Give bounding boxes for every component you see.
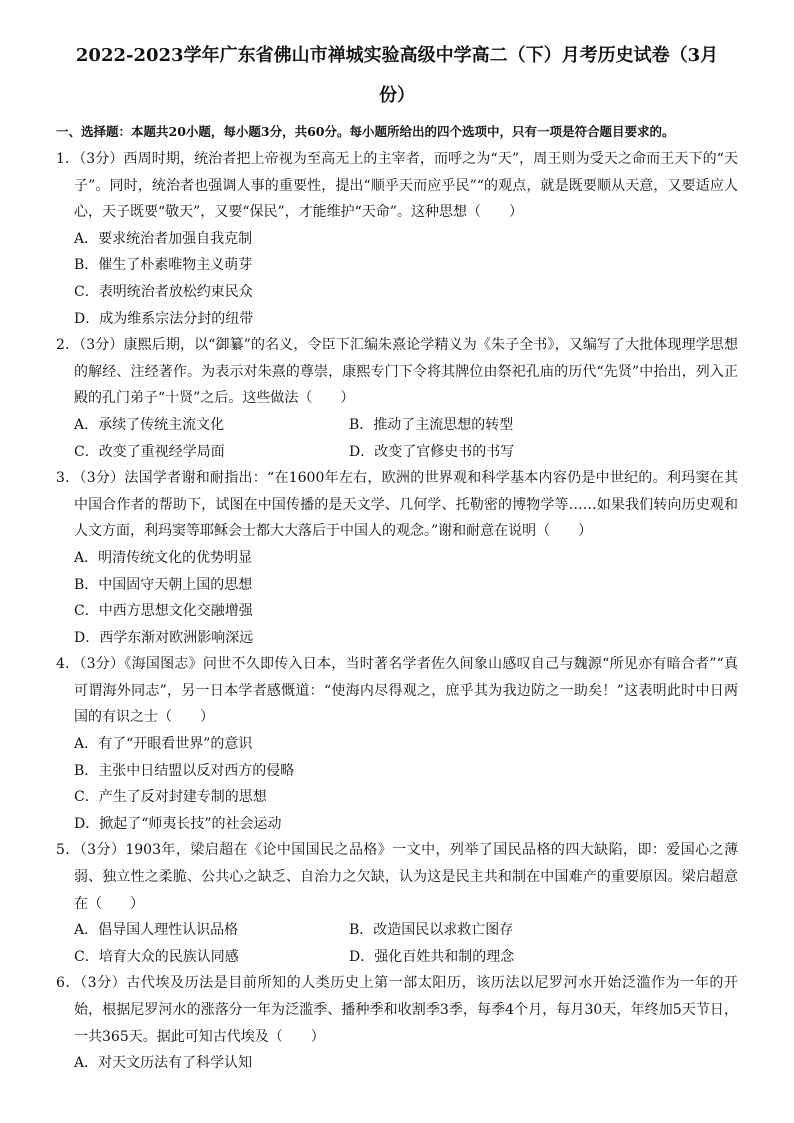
option-b: B．中国固守天朝上国的思想 [74,576,253,593]
page-title [56,36,738,116]
option-b: B．改造国民以求救亡图存 [349,922,514,939]
option-a: A．对天文历法有了科学认知 [74,1055,253,1072]
question-4 [56,651,738,837]
options-grid [56,917,738,970]
question-stem: 1．（3分）西周时期，统治者把上帝视为至高无上的主宰者，而呼之为“天”，周王则为受天之命而王天下的“天子”。同时，统治者也强调人事的重要性，提出“顺乎天而应乎民”“的观点，就是既要顺从天意，又要适应人心，天子既要“敬天”，又要“保民”，才能维护“天命”。这种思想（ ） [56,151,738,221]
question-stem: 4．（3分）《海国图志》问世不久即传入日本，当时著名学者佐久间象山感叹自己与魏源“所见亦有暗合者”“真可谓海外同志”，另一日本学者感慨道：“使海内尽得观之，庶乎其为我边防之一助矣！”这表明此时中日两国的有识之士（ ） [56,656,738,726]
question-3 [56,465,738,651]
option-d: D．强化百姓共和制的理念 [349,948,515,965]
title-line-2: 份） [379,85,415,106]
question-stem: 6．（3分）古代埃及历法是目前所知的人类历史上第一部太阳历，该历法以尼罗河水开始泛滥作为一年的开始，根据尼罗河水的涨落分一年为泛滥季、播种季和收割季3季，每季4个月，每月30天，年终加5天节日，一共365天。据此可知古代埃及（ ） [56,975,738,1045]
options-grid [56,412,738,465]
option-a: A．明清传统文化的优势明显 [74,549,253,566]
option-d: D．成为维系宗法分封的纽带 [74,310,254,327]
question-6 [56,970,738,1076]
option-b: B．主张中日结盟以反对西方的侵略 [74,762,295,779]
option-a: A．要求统治者加强自我克制 [74,230,253,247]
option-c: C．表明统治者放松约束民众 [74,283,253,300]
option-d: D．掀起了“师夷长技”的社会运动 [74,815,282,832]
question-stem: 2．（3分）康熙后期，以“御纂”的名义，令臣下汇编朱熹论学精义为《朱子全书》，又编写了大批体现理学思想的解经、注经著作。为表示对朱熹的尊崇，康熙专门下令将其牌位由祭祀孔庙的历代“先贤”中抬出，列入正殿的孔门弟子“十贤”之后。这些做法（ ） [56,337,738,407]
option-c: C．改变了重视经学局面 [74,443,225,460]
option-b: B．推动了主流思想的转型 [349,416,514,433]
option-c: C．中西方思想文化交融增强 [74,603,253,620]
option-d: D．改变了官修史书的书写 [349,443,515,460]
option-c: C．培育大众的民族认同感 [74,948,239,965]
option-c: C．产生了反对封建专制的思想 [74,789,267,806]
question-2 [56,332,738,465]
title-line-1: 2022-2023学年广东省佛山市禅城实验高级中学高二（下）月考历史试卷（3月 [75,45,719,66]
question-5 [56,837,738,970]
option-a: A．倡导国人理性认识品格 [74,922,239,939]
section-heading: 一、选择题：本题共20小题，每小题3分，共60分。每小题所给出的四个选项中，只有一项是符合题目要求的。 [56,124,675,139]
question-stem: 5．（3分）1903年，梁启超在《论中国国民之品格》一文中，列举了国民品格的四大缺陷，即：爱国心之薄弱、独立性之柔脆、公共心之缺乏、自治力之欠缺，认为这是民主共和制在中国难产的重要原因。梁启超意在（ ） [56,842,738,912]
option-d: D．西学东渐对欧洲影响深远 [74,629,254,646]
option-b: B．催生了朴素唯物主义萌芽 [74,257,253,274]
question-stem: 3．（3分）法国学者谢和耐指出：“在1600年左右，欧洲的世界观和科学基本内容仍是中世纪的。利玛窦在其中国合作者的帮助下，试图在中国传播的是天文学、几何学、托勒密的博物学等……如果我们转向历史观和人文方面，利玛窦等耶稣会士都大大落后于中国人的观念。”谢和耐意在说明（ ） [56,470,738,540]
question-1 [56,146,738,332]
option-a: A．有了“开眼看世界”的意识 [74,736,253,753]
option-a: A．承续了传统主流文化 [74,416,225,433]
